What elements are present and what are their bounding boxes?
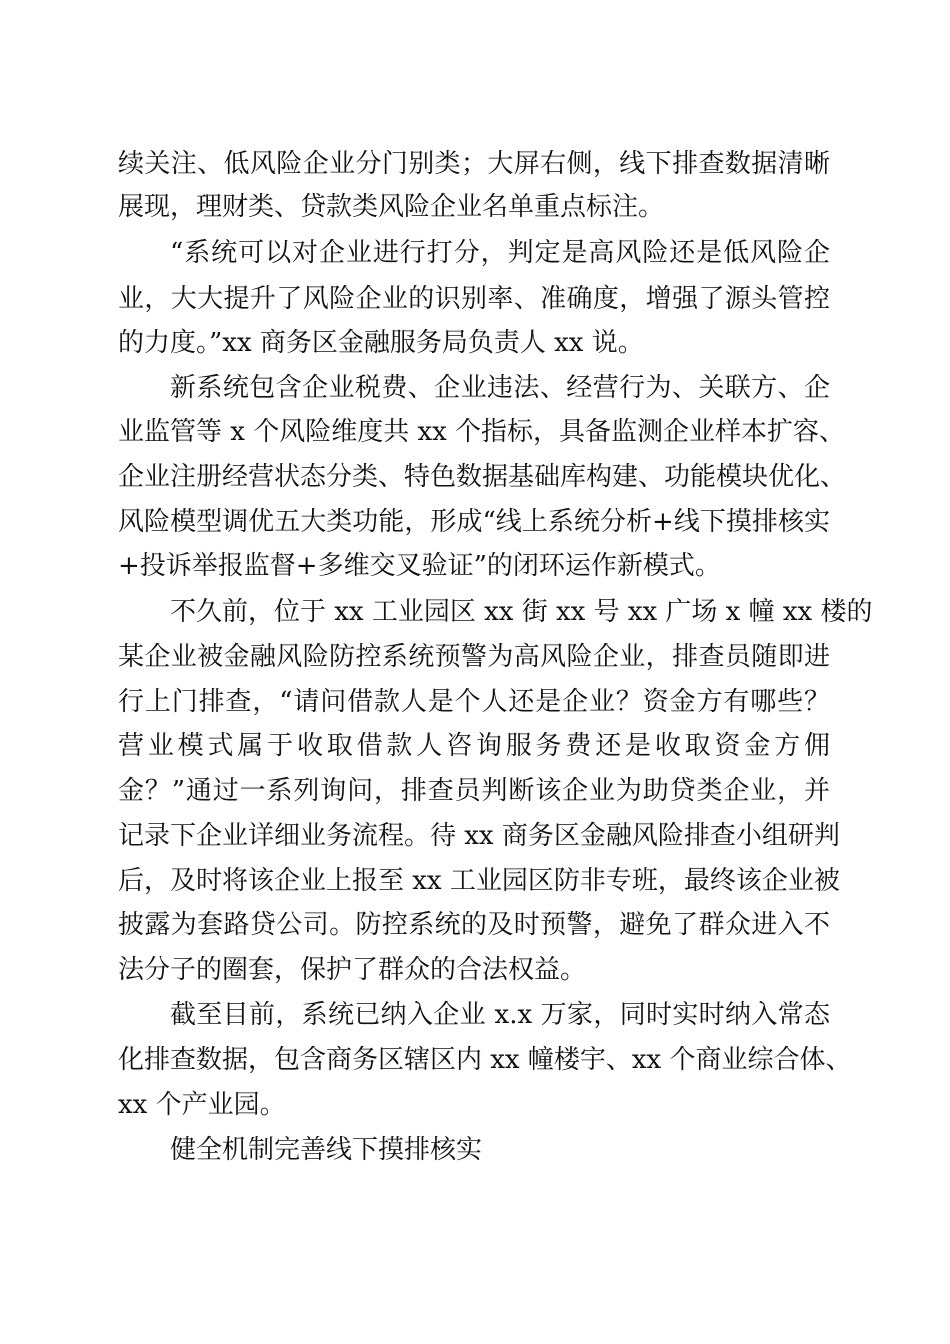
text-line: 营业模式属于收取借款人咨询服务费还是收取资金方佣 (118, 731, 830, 761)
text-line: 新系统包含企业税费、企业违法、经营行为、关联方、企 (170, 373, 830, 403)
text-line: “系统可以对企业进行打分，判定是高风险还是低风险企 (170, 238, 830, 268)
text-line: 业，大大提升了风险企业的识别率、准确度，增强了源头管控 (118, 284, 830, 314)
text-line: 截至目前，系统已纳入企业 x.x 万家，同时实时纳入常态 (170, 1000, 830, 1030)
text-line: 展现，理财类、贷款类风险企业名单重点标注。 (118, 192, 665, 222)
text-line: 金？”通过一系列询问，排查员判断该企业为助贷类企业，并 (118, 776, 830, 806)
text-line: 不久前，位于 xx 工业园区 xx 街 xx 号 xx 广场 x 幢 xx 楼的 (170, 597, 873, 627)
text-line: 的力度。”xx 商务区金融服务局负责人 xx 说。 (118, 328, 644, 358)
text-line: 法分子的圈套，保护了群众的合法权益。 (118, 955, 587, 985)
text-line: 化排查数据，包含商务区辖区内 xx 幢楼宇、xx 个商业综合体、 (118, 1045, 852, 1075)
text-line: 业监管等 x 个风险维度共 xx 个指标，具备监测企业样本扩容、 (118, 417, 846, 447)
text-line: 风险模型调优五大类功能，形成“线上系统分析+线下摸排核实 (118, 507, 830, 537)
text-line: xx 个产业园。 (118, 1090, 286, 1120)
text-line: +投诉举报监督+多维交叉验证”的闭环运作新模式。 (118, 551, 721, 581)
section-heading: 健全机制完善线下摸排核实 (170, 1135, 483, 1165)
text-line: 记录下企业详细业务流程。待 xx 商务区金融风险排查小组研判 (118, 821, 840, 851)
text-line: 某企业被金融风险防控系统预警为高风险企业，排查员随即进 (118, 642, 830, 672)
text-line: 行上门排查，“请问借款人是个人还是企业？资金方有哪些？ (118, 687, 830, 717)
text-line: 披露为套路贷公司。防控系统的及时预警，避免了群众进入不 (118, 910, 830, 940)
text-line: 企业注册经营状态分类、特色数据基础库构建、功能模块优化、 (118, 462, 847, 492)
text-line: 续关注、低风险企业分门别类；大屏右侧，线下排查数据清晰 (118, 149, 830, 179)
text-line: 后，及时将该企业上报至 xx 工业园区防非专班，最终该企业被 (118, 866, 840, 896)
